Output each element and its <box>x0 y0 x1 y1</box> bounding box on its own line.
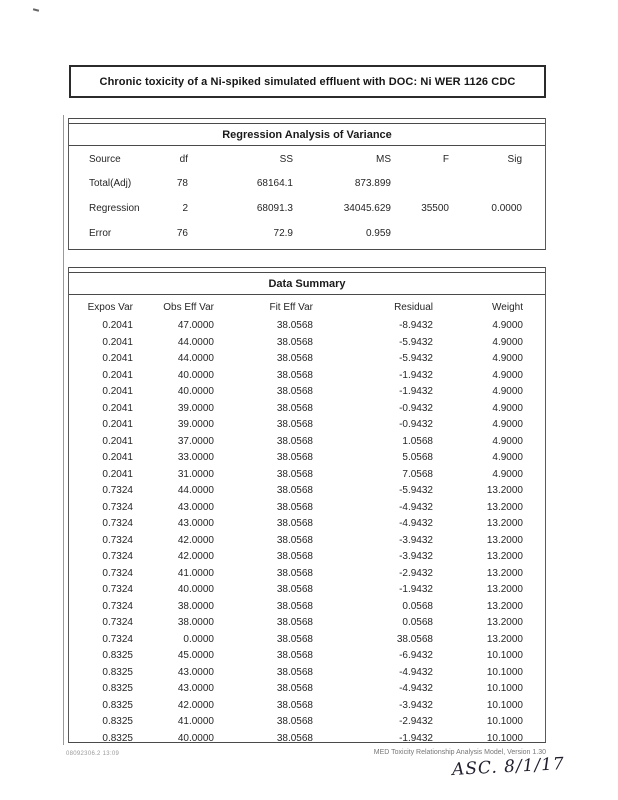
cell: 10.1000 <box>486 666 523 678</box>
cell: 13.2000 <box>486 633 523 645</box>
table-row <box>69 632 545 649</box>
cell: -5.9432 <box>399 353 433 364</box>
column-header: df <box>179 154 188 165</box>
data-summary-table <box>69 295 545 747</box>
cell: 38.0568 <box>276 402 313 414</box>
cell: 1.0568 <box>402 435 433 447</box>
cell: -1.9432 <box>399 369 433 381</box>
cell: 4.9000 <box>492 320 523 331</box>
cell: 47.0000 <box>177 320 214 331</box>
anova-section <box>68 118 546 250</box>
cell: 40.0000 <box>177 732 214 744</box>
table-row <box>69 516 545 533</box>
cell: 0.2041 <box>102 402 133 414</box>
cell: 0.2041 <box>102 320 133 331</box>
cell: 41.0000 <box>177 567 214 579</box>
table-row <box>69 566 545 583</box>
table-row <box>69 615 545 632</box>
cell: 38.0000 <box>177 600 214 612</box>
cell: -4.9432 <box>399 683 433 694</box>
table-row <box>69 467 545 484</box>
cell: 0.0000 <box>491 203 522 214</box>
cell: 13.2000 <box>486 551 523 562</box>
cell: 0.7324 <box>102 534 133 546</box>
table-row <box>69 384 545 401</box>
data-summary-section <box>68 267 546 743</box>
column-header: Fit Eff Var <box>269 302 313 313</box>
cell: 38.0568 <box>276 518 313 529</box>
cell: 4.9000 <box>492 435 523 447</box>
cell: 38.0568 <box>276 633 313 645</box>
table-row <box>69 368 545 385</box>
cell: 4.9000 <box>492 369 523 381</box>
cell: 38.0000 <box>177 617 214 628</box>
cell: 0.2041 <box>102 386 133 397</box>
table-row <box>69 196 545 221</box>
cell: 34045.629 <box>343 203 391 214</box>
cell: 38.0568 <box>276 386 313 397</box>
cell: -2.9432 <box>399 567 433 579</box>
cell: 0.2041 <box>102 369 133 381</box>
cell: 0.7324 <box>102 567 133 579</box>
cell: 7.0568 <box>402 468 433 480</box>
cell: 39.0000 <box>177 402 214 414</box>
column-header: F <box>442 154 449 165</box>
cell: 0.8325 <box>102 732 133 744</box>
cell: 38.0568 <box>276 584 313 595</box>
cell: 5.0568 <box>402 452 433 463</box>
cell: 4.9000 <box>492 402 523 414</box>
cell: Error <box>89 228 112 239</box>
cell: 38.0568 <box>276 699 313 711</box>
cell: -0.9432 <box>399 419 433 430</box>
cell: -6.9432 <box>399 650 433 661</box>
cell: -0.9432 <box>399 402 433 414</box>
cell: 44.0000 <box>177 336 214 348</box>
cell: 4.9000 <box>492 452 523 463</box>
handwritten-note: ASC. 8/1/17 <box>451 754 566 780</box>
cell: 31.0000 <box>177 468 214 480</box>
column-header: Weight <box>492 302 523 313</box>
cell: 38.0568 <box>276 732 313 744</box>
cell: -1.9432 <box>399 584 433 595</box>
cell: 35500 <box>421 203 449 214</box>
cell: 38.0568 <box>276 320 313 331</box>
cell: 13.2000 <box>486 567 523 579</box>
cell: 0.2041 <box>102 468 133 480</box>
cell: 2 <box>182 203 188 214</box>
column-header: Source <box>89 154 121 165</box>
cell: 10.1000 <box>486 716 523 727</box>
cell: 38.0568 <box>276 567 313 579</box>
column-header: Residual <box>394 302 433 313</box>
cell: 13.2000 <box>486 518 523 529</box>
cell: 4.9000 <box>492 419 523 430</box>
table-row <box>69 434 545 451</box>
cell: -5.9432 <box>399 485 433 496</box>
cell: 43.0000 <box>177 683 214 694</box>
cell: 38.0568 <box>276 650 313 661</box>
double-rule-divider <box>69 118 545 124</box>
cell: 38.0568 <box>276 551 313 562</box>
table-row <box>69 221 545 246</box>
anova-body <box>69 171 545 246</box>
cell: 0.7324 <box>102 617 133 628</box>
cell: 42.0000 <box>177 699 214 711</box>
cell: 38.0568 <box>276 501 313 513</box>
cell: 10.1000 <box>486 732 523 744</box>
column-header: Obs Eff Var <box>163 302 214 313</box>
anova-table <box>69 146 545 246</box>
cell <box>391 171 449 196</box>
cell: 0.0000 <box>183 633 214 645</box>
table-row <box>69 681 545 698</box>
cell: 43.0000 <box>177 501 214 513</box>
cell: 38.0568 <box>276 666 313 678</box>
cell: 4.9000 <box>492 468 523 480</box>
table-row <box>69 417 545 434</box>
table-row <box>69 351 545 368</box>
anova-header-row <box>69 146 545 171</box>
cell: 0.7324 <box>102 551 133 562</box>
table-row <box>69 599 545 616</box>
cell: 43.0000 <box>177 666 214 678</box>
cell: 76 <box>176 228 188 239</box>
cell: 0.8325 <box>102 650 133 661</box>
cell: -4.9432 <box>399 518 433 529</box>
cell: -4.9432 <box>399 501 433 513</box>
cell: 38.0568 <box>276 485 313 496</box>
table-row <box>69 714 545 731</box>
cell: 0.8325 <box>102 699 133 711</box>
report-title: Chronic toxicity of a Ni-spiked simulated effluent with DOC: Ni WER 1126 CDC <box>99 75 516 88</box>
cell: 38.0568 <box>276 683 313 694</box>
cell: -1.9432 <box>399 386 433 397</box>
cell: 38.0568 <box>276 435 313 447</box>
cell: 0.2041 <box>102 419 133 430</box>
cell: 38.0568 <box>276 468 313 480</box>
cell: 4.9000 <box>492 353 523 364</box>
cell: 0.7324 <box>102 485 133 496</box>
cell: 0.2041 <box>102 336 133 348</box>
data-summary-header-row <box>69 295 545 318</box>
column-header: MS <box>376 154 391 165</box>
cell: 68091.3 <box>256 203 293 214</box>
cell: Total(Adj) <box>89 178 132 189</box>
column-header: Expos Var <box>87 302 133 313</box>
cell: 13.2000 <box>486 501 523 513</box>
cell: 45.0000 <box>177 650 214 661</box>
cell: 13.2000 <box>486 584 523 595</box>
cell: 38.0568 <box>396 633 433 645</box>
table-row <box>69 335 545 352</box>
table-row <box>69 648 545 665</box>
cell: 39.0000 <box>177 419 214 430</box>
cell: 0.7324 <box>102 600 133 612</box>
cell: 13.2000 <box>486 485 523 496</box>
cell: 13.2000 <box>486 534 523 546</box>
scan-artifact-speck <box>33 8 39 11</box>
anova-heading: Regression Analysis of Variance <box>222 129 392 141</box>
data-summary-heading: Data Summary <box>268 278 346 290</box>
cell: 0.0568 <box>402 617 433 628</box>
cell: 42.0000 <box>177 551 214 562</box>
cell: 0.8325 <box>102 716 133 727</box>
cell: 0.7324 <box>102 501 133 513</box>
cell: 38.0568 <box>276 353 313 364</box>
cell: 44.0000 <box>177 485 214 496</box>
table-row <box>69 171 545 196</box>
cell: 41.0000 <box>177 716 214 727</box>
report-title-box <box>69 65 546 98</box>
cell: 38.0568 <box>276 534 313 546</box>
cell: 0.8325 <box>102 683 133 694</box>
scan-artifact-line <box>63 115 64 745</box>
table-row <box>69 582 545 599</box>
cell: 68164.1 <box>256 178 293 189</box>
cell: 38.0568 <box>276 716 313 727</box>
cell <box>449 171 545 196</box>
cell: 13.2000 <box>486 600 523 612</box>
cell: -3.9432 <box>399 534 433 546</box>
cell: 44.0000 <box>177 353 214 364</box>
cell: -8.9432 <box>399 320 433 331</box>
cell: 33.0000 <box>177 452 214 463</box>
table-row <box>69 533 545 550</box>
cell: 38.0568 <box>276 600 313 612</box>
footer-model-name: MED Toxicity Relationship Analysis Model, Version 1.30 <box>373 749 546 756</box>
cell: 0.2041 <box>102 353 133 364</box>
cell: Regression <box>89 203 140 214</box>
cell: 38.0568 <box>276 419 313 430</box>
cell: 40.0000 <box>177 584 214 595</box>
cell: 38.0568 <box>276 369 313 381</box>
table-row <box>69 450 545 467</box>
table-row <box>69 500 545 517</box>
cell: 10.1000 <box>486 650 523 661</box>
cell: -4.9432 <box>399 666 433 678</box>
cell: 0.7324 <box>102 584 133 595</box>
footer-timestamp: 08092306.2 13:09 <box>66 751 120 757</box>
cell <box>449 221 545 246</box>
cell: 4.9000 <box>492 386 523 397</box>
cell: 40.0000 <box>177 369 214 381</box>
table-row <box>69 401 545 418</box>
double-rule-divider <box>69 267 545 273</box>
table-row <box>69 698 545 715</box>
cell: 10.1000 <box>486 683 523 694</box>
cell: 38.0568 <box>276 452 313 463</box>
data-summary-body <box>69 318 545 747</box>
cell: 72.9 <box>273 228 293 239</box>
cell: 38.0568 <box>276 617 313 628</box>
cell: 873.899 <box>354 178 391 189</box>
column-header: Sig <box>507 154 522 165</box>
cell: 78 <box>176 178 188 189</box>
cell: 0.0568 <box>402 600 433 612</box>
cell: 42.0000 <box>177 534 214 546</box>
cell: 0.959 <box>365 228 391 239</box>
cell: 43.0000 <box>177 518 214 529</box>
table-row <box>69 549 545 566</box>
cell: 38.0568 <box>276 336 313 348</box>
cell: 4.9000 <box>492 336 523 348</box>
cell: 0.2041 <box>102 452 133 463</box>
cell: -1.9432 <box>399 732 433 744</box>
table-row <box>69 731 545 748</box>
cell: 37.0000 <box>177 435 214 447</box>
cell: 40.0000 <box>177 386 214 397</box>
cell: -2.9432 <box>399 716 433 727</box>
cell <box>391 221 449 246</box>
cell: -3.9432 <box>399 699 433 711</box>
cell: 0.2041 <box>102 435 133 447</box>
table-row <box>69 318 545 335</box>
cell: 0.8325 <box>102 666 133 678</box>
cell: 0.7324 <box>102 633 133 645</box>
table-row <box>69 483 545 500</box>
cell: -3.9432 <box>399 551 433 562</box>
cell: 10.1000 <box>486 699 523 711</box>
table-row <box>69 665 545 682</box>
cell: 13.2000 <box>486 617 523 628</box>
cell: 0.7324 <box>102 518 133 529</box>
cell: -5.9432 <box>399 336 433 348</box>
column-header: SS <box>279 154 293 165</box>
